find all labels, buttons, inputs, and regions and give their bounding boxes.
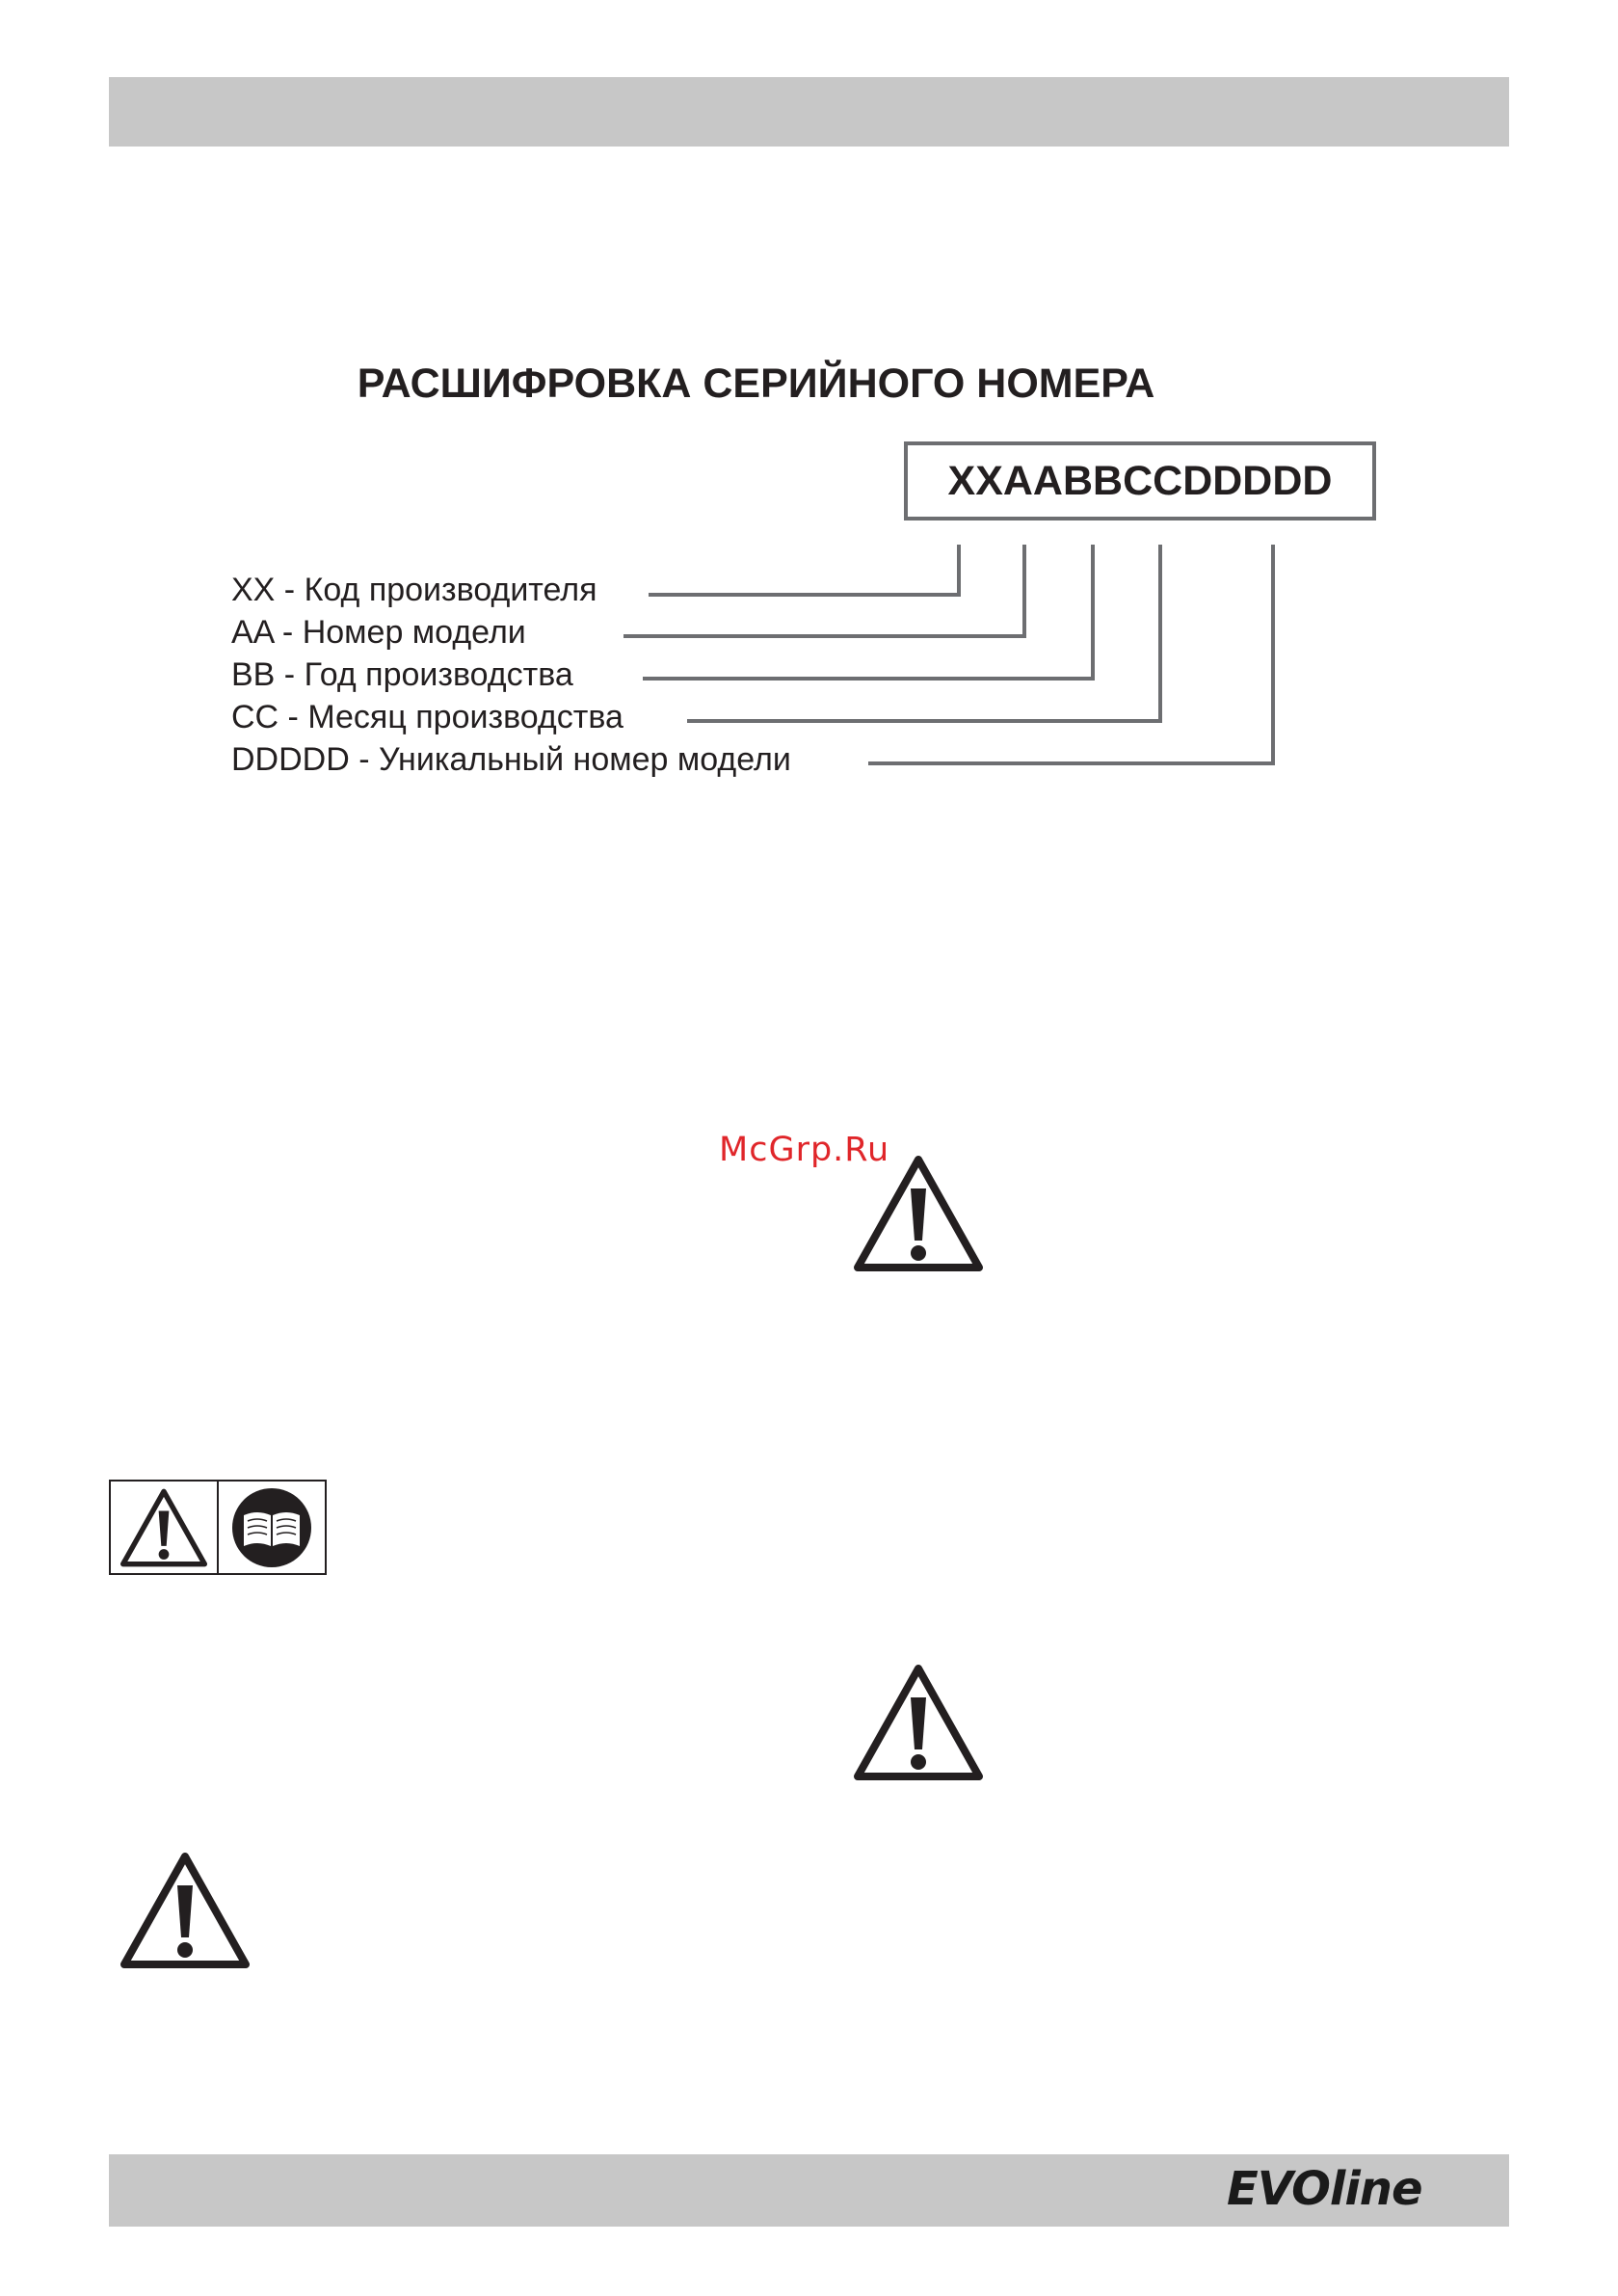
warning-triangle-icon xyxy=(850,1152,987,1275)
legend-item-manufacturer: XX - Код производителя xyxy=(231,572,597,608)
leader-line-unique xyxy=(868,545,1273,763)
warning-manual-icon-box xyxy=(109,1480,327,1575)
warning-cell xyxy=(111,1482,217,1573)
legend-item-model: AA - Номер модели xyxy=(231,614,526,651)
brand-logo: EVOline xyxy=(1227,2162,1422,2216)
warning-triangle-icon xyxy=(850,1661,987,1784)
watermark: McGrp.Ru xyxy=(719,1131,890,1169)
leader-line-model xyxy=(623,545,1024,636)
warning-triangle-icon xyxy=(118,1486,210,1569)
leader-lines xyxy=(0,0,1618,868)
manual-cell xyxy=(217,1482,325,1573)
legend-item-month: CC - Месяц производства xyxy=(231,699,623,735)
legend-item-unique: DDDDD - Уникальный номер модели xyxy=(231,741,791,778)
warning-triangle-icon xyxy=(117,1849,253,1972)
serial-pattern-box: XXAABBCCDDDDD xyxy=(904,441,1376,521)
leader-line-month xyxy=(687,545,1160,721)
page-title: РАСШИФРОВКА СЕРИЙНОГО НОМЕРА xyxy=(357,360,1155,407)
leader-line-manufacturer xyxy=(649,545,959,595)
open-book-icon xyxy=(230,1486,313,1569)
legend-item-year: BB - Год производства xyxy=(231,656,573,693)
